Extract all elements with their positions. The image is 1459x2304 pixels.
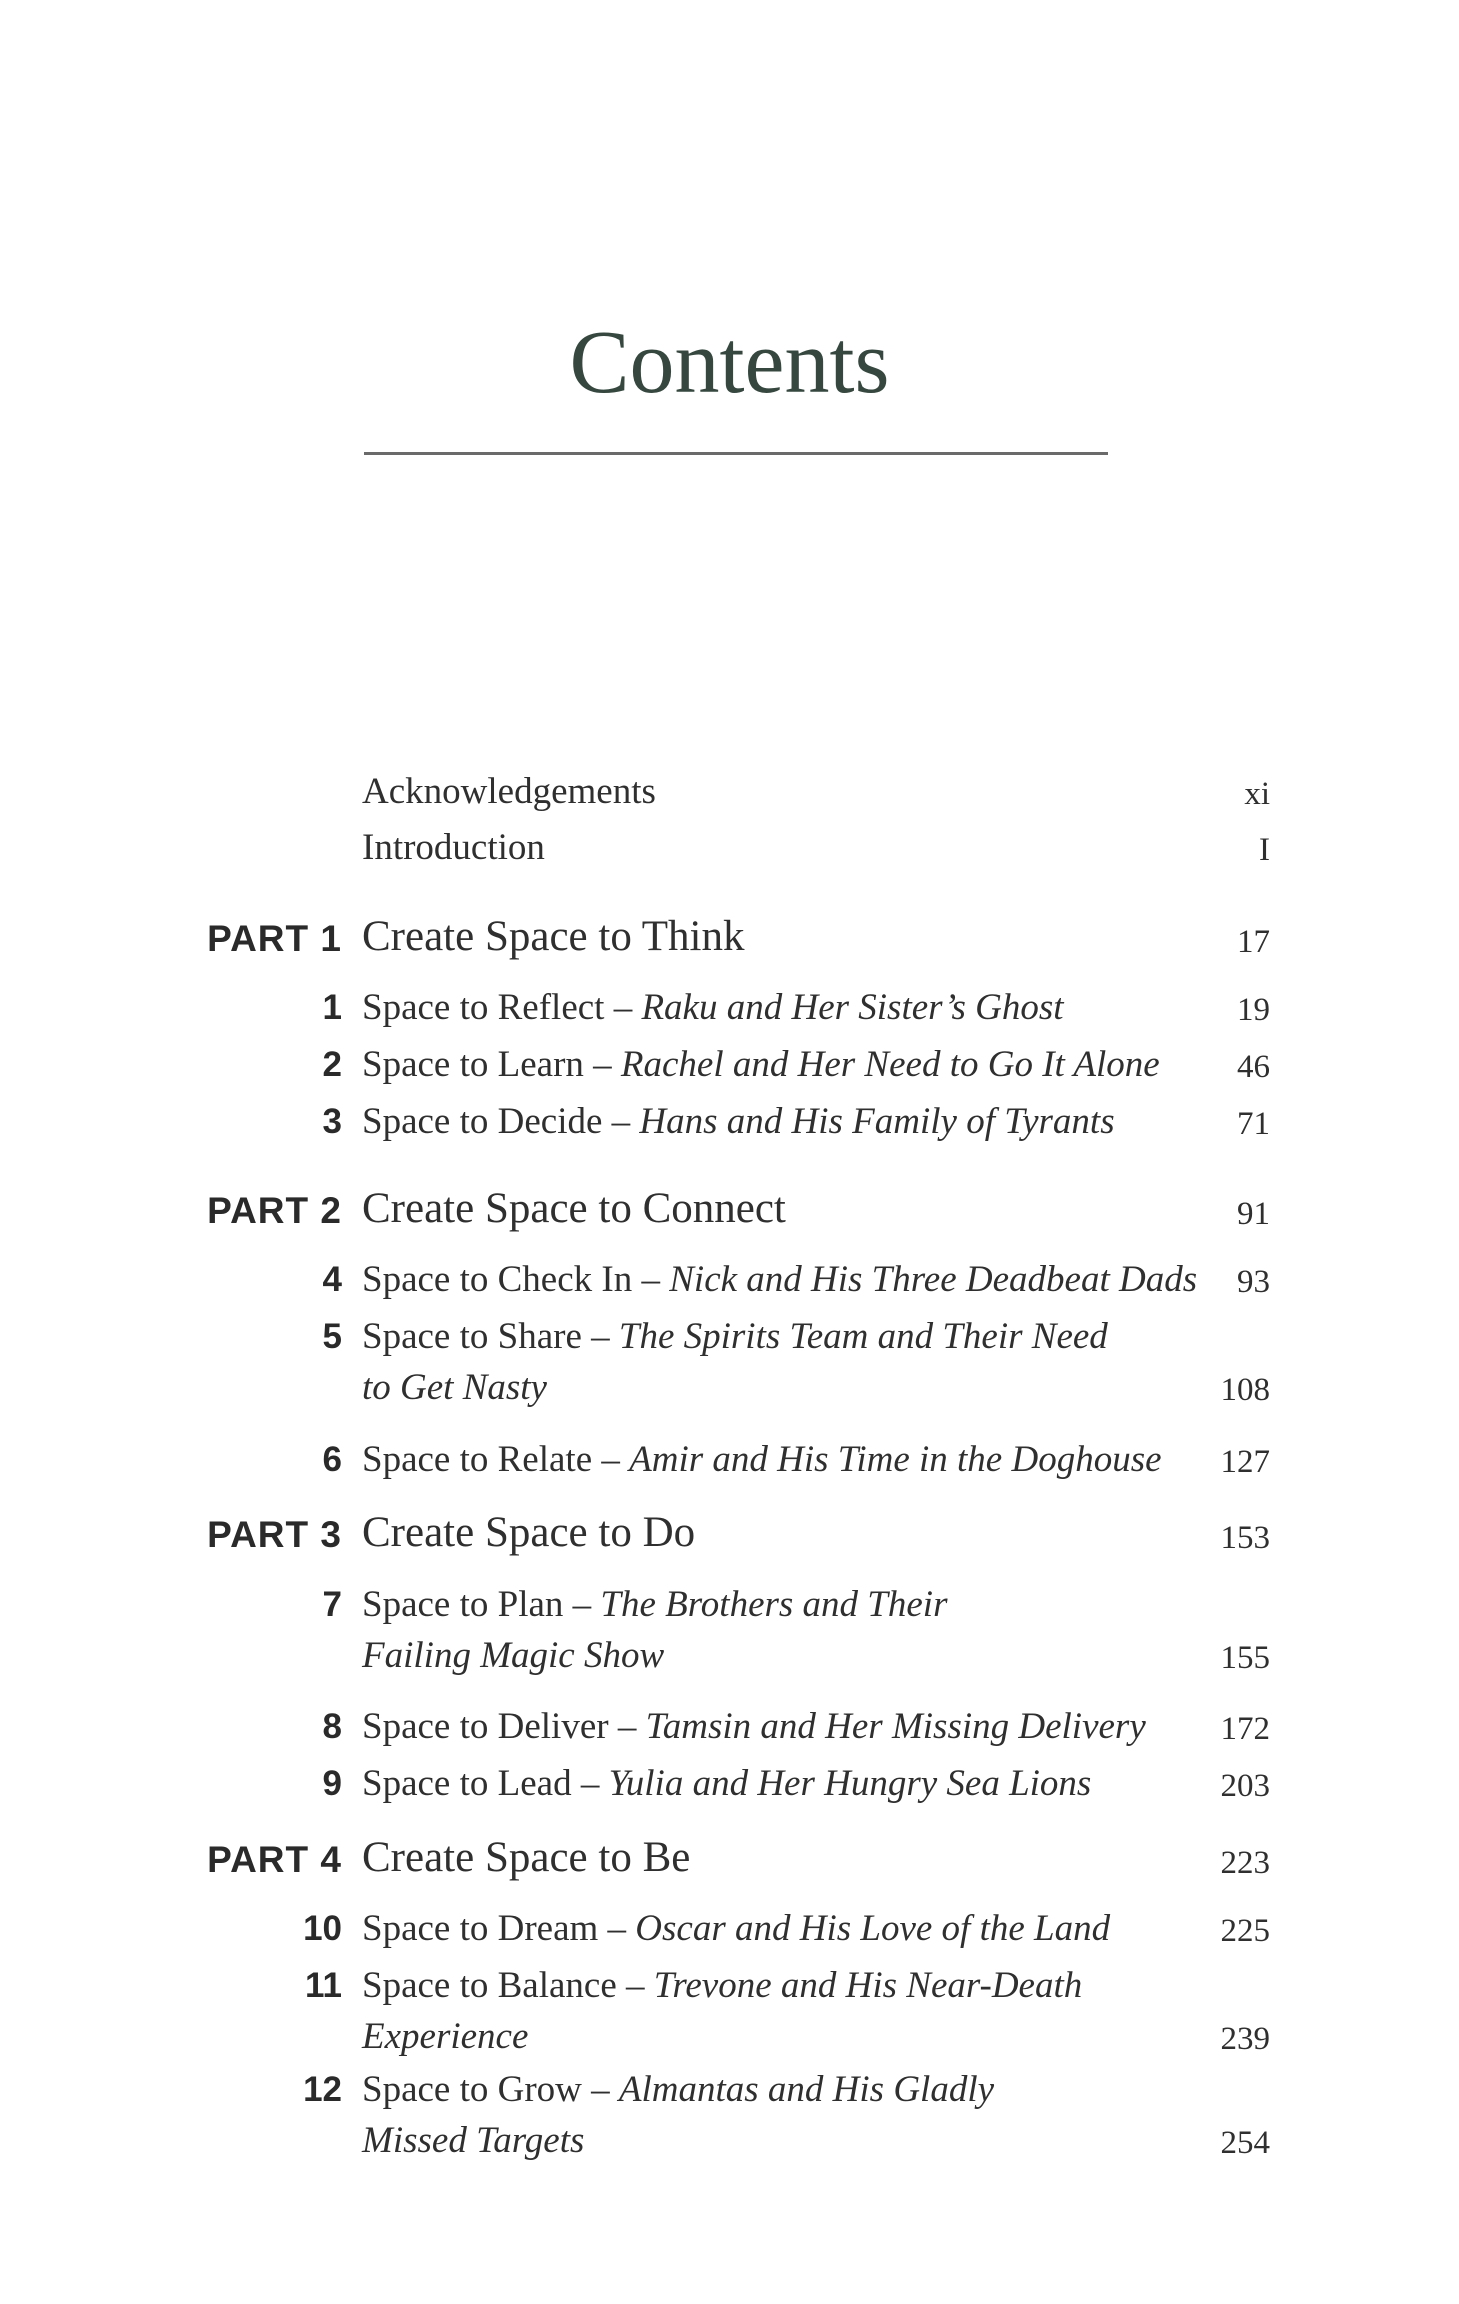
chapter-subtitle: Trevone and His Near-Death bbox=[653, 1965, 1083, 2006]
page-number: 254 bbox=[1220, 2125, 1270, 2161]
chapter-entry bbox=[362, 1907, 1110, 1950]
chapter-title: Space to Learn bbox=[362, 1044, 584, 1085]
page-number: 93 bbox=[1237, 1264, 1270, 1300]
chapter-title: Space to Relate bbox=[362, 1439, 593, 1480]
chapter-entry bbox=[362, 2068, 994, 2111]
page-number: xi bbox=[1244, 776, 1270, 812]
chapter-number: 1 bbox=[322, 988, 342, 1027]
chapter-number: 4 bbox=[322, 1260, 342, 1299]
part-title: Create Space to Connect bbox=[362, 1185, 786, 1232]
page-number: 19 bbox=[1237, 992, 1270, 1028]
chapter-number: 2 bbox=[322, 1045, 342, 1084]
chapter-entry-continued bbox=[362, 2015, 528, 2058]
chapter-entry bbox=[362, 1043, 1160, 1086]
part-label: PART 1 bbox=[207, 918, 342, 959]
chapter-entry-continued bbox=[362, 1634, 664, 1677]
chapter-subtitle: Almantas and His Gladly bbox=[618, 2069, 995, 2110]
chapter-subtitle: Tamsin and Her Missing Delivery bbox=[645, 1706, 1146, 1747]
page-number: 223 bbox=[1220, 1845, 1270, 1881]
chapter-entry-continued bbox=[362, 2119, 584, 2162]
page-number: 71 bbox=[1237, 1106, 1270, 1142]
chapter-subtitle: Failing Magic Show bbox=[362, 1635, 665, 1676]
chapter-subtitle: Rachel and Her Need to Go It Alone bbox=[620, 1044, 1160, 1085]
part-title: Create Space to Be bbox=[362, 1834, 691, 1881]
title-separator: – bbox=[581, 1316, 619, 1357]
chapter-number: 6 bbox=[322, 1440, 342, 1479]
page-number: 239 bbox=[1220, 2021, 1270, 2057]
chapter-title: Space to Plan bbox=[362, 1584, 564, 1625]
page-number: 172 bbox=[1220, 1711, 1270, 1747]
chapter-number: 12 bbox=[303, 2070, 342, 2109]
part-label: PART 2 bbox=[207, 1190, 342, 1231]
chapter-title: Space to Balance bbox=[362, 1965, 617, 2006]
chapter-title: Space to Dream bbox=[362, 1908, 599, 1949]
title-separator: – bbox=[616, 1965, 654, 2006]
chapter-number: 5 bbox=[322, 1317, 342, 1356]
chapter-subtitle: Amir and His Time in the Doghouse bbox=[629, 1439, 1162, 1480]
chapter-number: 7 bbox=[322, 1585, 342, 1624]
title-separator: – bbox=[602, 1101, 640, 1142]
chapter-entry bbox=[362, 1315, 1108, 1358]
title-separator: – bbox=[571, 1763, 609, 1804]
chapter-subtitle: Nick and His Three Deadbeat Dads bbox=[669, 1259, 1198, 1300]
page-number: 46 bbox=[1237, 1049, 1270, 1085]
title-separator: – bbox=[583, 1044, 621, 1085]
chapter-entry bbox=[362, 1583, 947, 1626]
chapter-entry bbox=[362, 1705, 1146, 1748]
part-title: Create Space to Do bbox=[362, 1509, 696, 1556]
page-number: 127 bbox=[1220, 1444, 1270, 1480]
chapter-title: Space to Lead bbox=[362, 1763, 572, 1804]
chapter-number: 10 bbox=[303, 1909, 342, 1948]
chapter-title: Space to Share bbox=[362, 1316, 582, 1357]
chapter-subtitle: Missed Targets bbox=[362, 2120, 585, 2161]
chapter-entry-continued bbox=[362, 1366, 547, 1409]
chapter-number: 8 bbox=[322, 1707, 342, 1746]
chapter-entry bbox=[362, 1100, 1115, 1143]
page-number: 225 bbox=[1220, 1913, 1270, 1949]
chapter-subtitle: Raku and Her Sister’s Ghost bbox=[641, 987, 1064, 1028]
chapter-entry bbox=[362, 986, 1064, 1029]
title-separator: – bbox=[563, 1584, 601, 1625]
title-separator: – bbox=[592, 1439, 630, 1480]
chapter-title: Space to Grow bbox=[362, 2069, 582, 2110]
front-matter-title: Acknowledgements bbox=[362, 771, 656, 812]
title-separator: – bbox=[632, 1259, 670, 1300]
chapter-subtitle: The Spirits Team and Their Need bbox=[618, 1316, 1108, 1357]
chapter-subtitle: Experience bbox=[362, 2016, 529, 2057]
chapter-entry bbox=[362, 1438, 1162, 1481]
page-title: Contents bbox=[569, 313, 890, 412]
chapter-subtitle: Hans and His Family of Tyrants bbox=[639, 1101, 1115, 1142]
page-number: 108 bbox=[1220, 1372, 1270, 1408]
chapter-subtitle: to Get Nasty bbox=[362, 1367, 547, 1408]
chapter-entry bbox=[362, 1258, 1197, 1301]
chapter-title: Space to Deliver bbox=[362, 1706, 609, 1747]
page-number: 91 bbox=[1237, 1196, 1270, 1232]
front-matter-title: Introduction bbox=[362, 827, 545, 868]
chapter-subtitle: Oscar and His Love of the Land bbox=[635, 1908, 1111, 1949]
chapter-number: 11 bbox=[305, 1966, 342, 2005]
page-number: 203 bbox=[1220, 1768, 1270, 1804]
title-separator: – bbox=[608, 1706, 646, 1747]
part-label: PART 3 bbox=[207, 1514, 342, 1555]
chapter-subtitle: Yulia and Her Hungry Sea Lions bbox=[608, 1763, 1092, 1804]
part-title: Create Space to Think bbox=[362, 913, 745, 960]
part-label: PART 4 bbox=[207, 1839, 342, 1880]
page-number: 17 bbox=[1237, 924, 1270, 960]
chapter-title: Space to Check In bbox=[362, 1259, 633, 1300]
page-number: I bbox=[1259, 832, 1270, 868]
chapter-entry bbox=[362, 1762, 1091, 1805]
chapter-title: Space to Reflect bbox=[362, 987, 605, 1028]
chapter-entry bbox=[362, 1964, 1082, 2007]
chapter-subtitle: The Brothers and Their bbox=[600, 1584, 948, 1625]
chapter-number: 3 bbox=[322, 1102, 342, 1141]
title-separator: – bbox=[581, 2069, 619, 2110]
chapter-title: Space to Decide bbox=[362, 1101, 603, 1142]
title-separator: – bbox=[604, 987, 642, 1028]
title-separator: – bbox=[598, 1908, 636, 1949]
page-number: 153 bbox=[1220, 1520, 1270, 1556]
chapter-number: 9 bbox=[322, 1764, 342, 1803]
page-number: 155 bbox=[1220, 1640, 1270, 1676]
